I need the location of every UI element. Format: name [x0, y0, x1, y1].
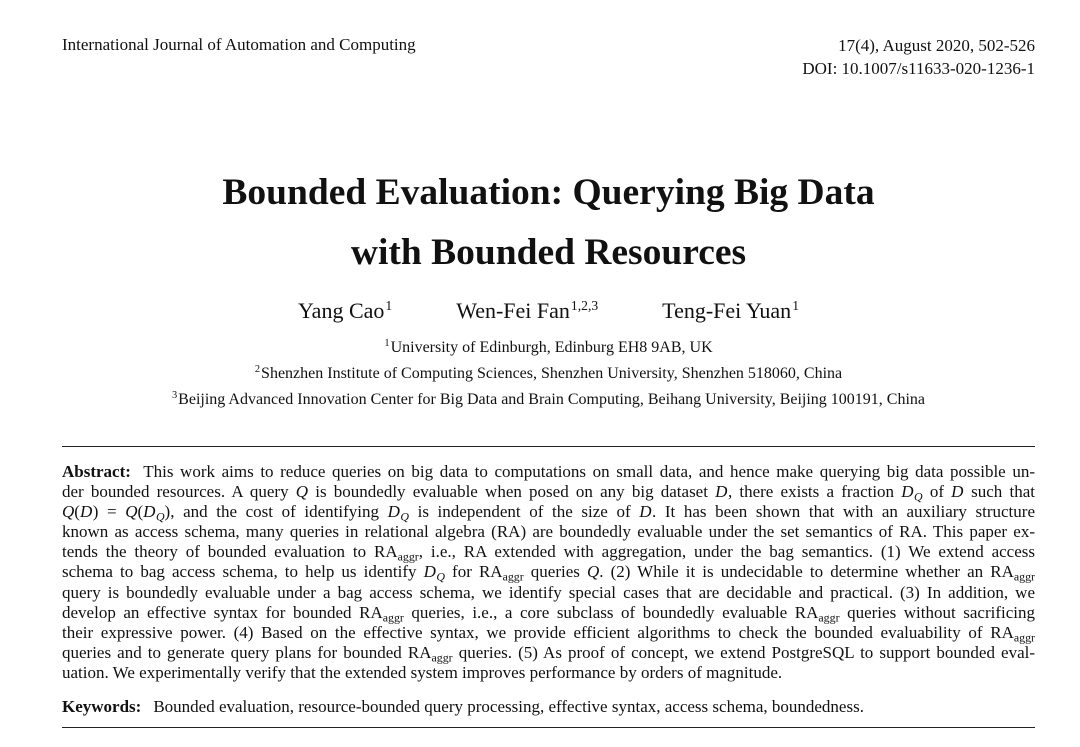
abstract-text: tends the theory of bounded evaluation to: [62, 542, 374, 562]
abstract-text: queries, i.e., a core subclass of boundedly evaluable: [403, 602, 795, 622]
math-operator: $RA_{aggr}$: [359, 602, 404, 624]
issue-pages: 17(4), August 2020, 502-526: [838, 36, 1035, 55]
math-dataset: D: [639, 502, 653, 522]
title-line: with Bounded Resources: [350, 232, 747, 273]
subscript: aggr: [502, 569, 524, 584]
math-operator: $RA_{aggr}$: [990, 562, 1035, 584]
subscript: aggr: [1013, 569, 1035, 584]
affiliation: [62, 361, 1035, 387]
abstract-text: query is boundedly evaluable under a bag access schema, we identify special cases that are decidable and practical. (3) In addition, we: [62, 582, 1035, 602]
math-operator: $RA_{aggr}$: [478, 562, 524, 584]
math-dataset: $D_Q$: [901, 482, 923, 504]
author-name: Wen-Fei Fan: [456, 298, 570, 323]
math-variable: Q: [586, 562, 600, 582]
doi: DOI: 10.1007/s11633-020-1236-1: [802, 59, 1035, 78]
abstract-line: [62, 643, 1035, 663]
journal-name: International Journal of Automation and Computing: [62, 35, 416, 54]
abstract-text: schema to bag access schema, to help us identify: [62, 562, 424, 582]
author-affiliation-marks: 1: [792, 297, 799, 313]
abstract-text: for: [444, 562, 479, 582]
abstract-text: . It has been shown that with an auxiliary structure: [652, 502, 1035, 522]
abstract-line: [62, 583, 1035, 603]
abstract-label: Abstract:: [62, 462, 131, 481]
subscript: Q: [436, 569, 445, 584]
keywords-label: Keywords:: [62, 697, 142, 716]
abstract-line: [62, 482, 1035, 502]
abstract-line: [62, 502, 1035, 522]
affiliation-mark: 1: [384, 338, 390, 350]
math-dataset: $D_Q$: [143, 502, 165, 524]
math-operator: $RA_{aggr}$: [373, 542, 419, 564]
math-operator: $RA_{aggr}$: [794, 602, 840, 624]
abstract-text: , there exists a fraction: [727, 482, 902, 502]
subscript: aggr: [818, 609, 840, 624]
keywords-text: Bounded evaluation, resource-bounded query processing, effective syntax, access schema, boundedness.: [153, 697, 864, 716]
abstract-text: is independent of the size of: [408, 502, 640, 522]
subscript: aggr: [382, 609, 404, 624]
abstract-text: This work aims to reduce queries on big data to computations on small data, and hence make querying big data possible un-: [136, 462, 1035, 481]
subscript: aggr: [397, 549, 419, 564]
abstract: [62, 462, 1035, 683]
keywords: [62, 697, 864, 717]
abstract-text: der bounded resources. A query: [62, 482, 296, 502]
title-line: Bounded Evaluation: Querying Big Data: [222, 172, 875, 213]
math-dataset: $D_Q$: [387, 502, 409, 524]
author-affiliation-marks: 1: [385, 297, 393, 313]
subscript: aggr: [1013, 630, 1035, 645]
abstract-text: queries and to generate query plans for bounded: [62, 642, 408, 662]
abstract-line: [62, 663, 1035, 683]
top-rule: [62, 446, 1035, 447]
paper-title: [62, 163, 1035, 283]
abstract-line: [62, 562, 1035, 582]
affiliation: [62, 387, 1035, 413]
abstract-text: ) =: [92, 502, 126, 522]
abstract-line: [62, 462, 1035, 482]
math-dataset: D: [715, 482, 728, 502]
abstract-text: such that: [963, 482, 1035, 502]
subscript: Q: [155, 509, 165, 524]
author: [456, 296, 598, 326]
abstract-text: of: [922, 482, 952, 502]
abstract-text: ), and the cost of identifying: [164, 502, 388, 522]
math-variable: Q: [295, 482, 309, 502]
affiliation: [62, 335, 1035, 361]
abstract-text: , i.e., RA extended with aggregation, under the bag semantics. (1) We extend access: [418, 542, 1035, 562]
abstract-text: uation. We experimentally verify that the extended system improves performance by orders of magnitude.: [62, 662, 783, 682]
abstract-text: queries. (5) As proof of concept, we extend PostgreSQL to support bounded eval-: [452, 642, 1035, 662]
abstract-line: [62, 623, 1035, 643]
affiliation-mark: 2: [254, 364, 261, 376]
subscript: Q: [914, 489, 923, 504]
abstract-line: [62, 522, 1035, 542]
math-dataset: D: [79, 502, 93, 522]
affiliation-text: Beijing Advanced Innovation Center for Big Data and Brain Computing, Beihang University, Beijing 100191, China: [178, 391, 926, 408]
abstract-text: queries: [523, 562, 587, 582]
bottom-rule: [62, 727, 1035, 728]
subscript: aggr: [431, 650, 453, 665]
math-dataset: D: [951, 482, 964, 502]
affiliation-text: Shenzhen Institute of Computing Sciences, Shenzhen University, Shenzhen 518060, China: [261, 365, 843, 382]
affiliation-text: University of Edinburgh, Edinburg EH8 9AB, UK: [390, 339, 713, 356]
abstract-text: (: [137, 502, 144, 522]
math-dataset: $D_Q$: [423, 562, 445, 584]
abstract-text: (: [74, 502, 80, 522]
math-operator: $RA_{aggr}$: [407, 642, 453, 665]
subscript: Q: [400, 509, 409, 524]
author-name: Teng-Fei Yuan: [662, 298, 792, 323]
abstract-text: develop an effective syntax for bounded: [62, 602, 360, 622]
affiliation-list: [62, 335, 1035, 413]
abstract-text: their expressive power. (4) Based on the effective syntax, we provide efficient algorithms to check the bounded evaluability of: [62, 622, 991, 642]
abstract-text: known as access schema, many queries in relational algebra (RA) are boundedly evaluable under the set semantics of RA. This paper ex-: [62, 522, 1035, 542]
author-affiliation-marks: 1,2,3: [570, 297, 599, 313]
affiliation-mark: 3: [171, 390, 178, 402]
abstract-line: [62, 603, 1035, 623]
math-variable: Q: [62, 502, 75, 522]
author-name: Yang Cao: [298, 298, 385, 323]
author: [662, 296, 799, 326]
abstract-text: . (2) While it is undecidable to determine whether an: [599, 562, 991, 582]
abstract-text: is boundedly evaluable when posed on any big dataset: [308, 482, 716, 502]
author: [298, 296, 392, 326]
author-list: [62, 296, 1035, 326]
abstract-line: [62, 542, 1035, 562]
abstract-text: queries without sacrificing: [839, 602, 1035, 622]
math-operator: $RA_{aggr}$: [990, 622, 1035, 645]
citation-info: [802, 34, 1035, 80]
math-variable: Q: [125, 502, 138, 522]
